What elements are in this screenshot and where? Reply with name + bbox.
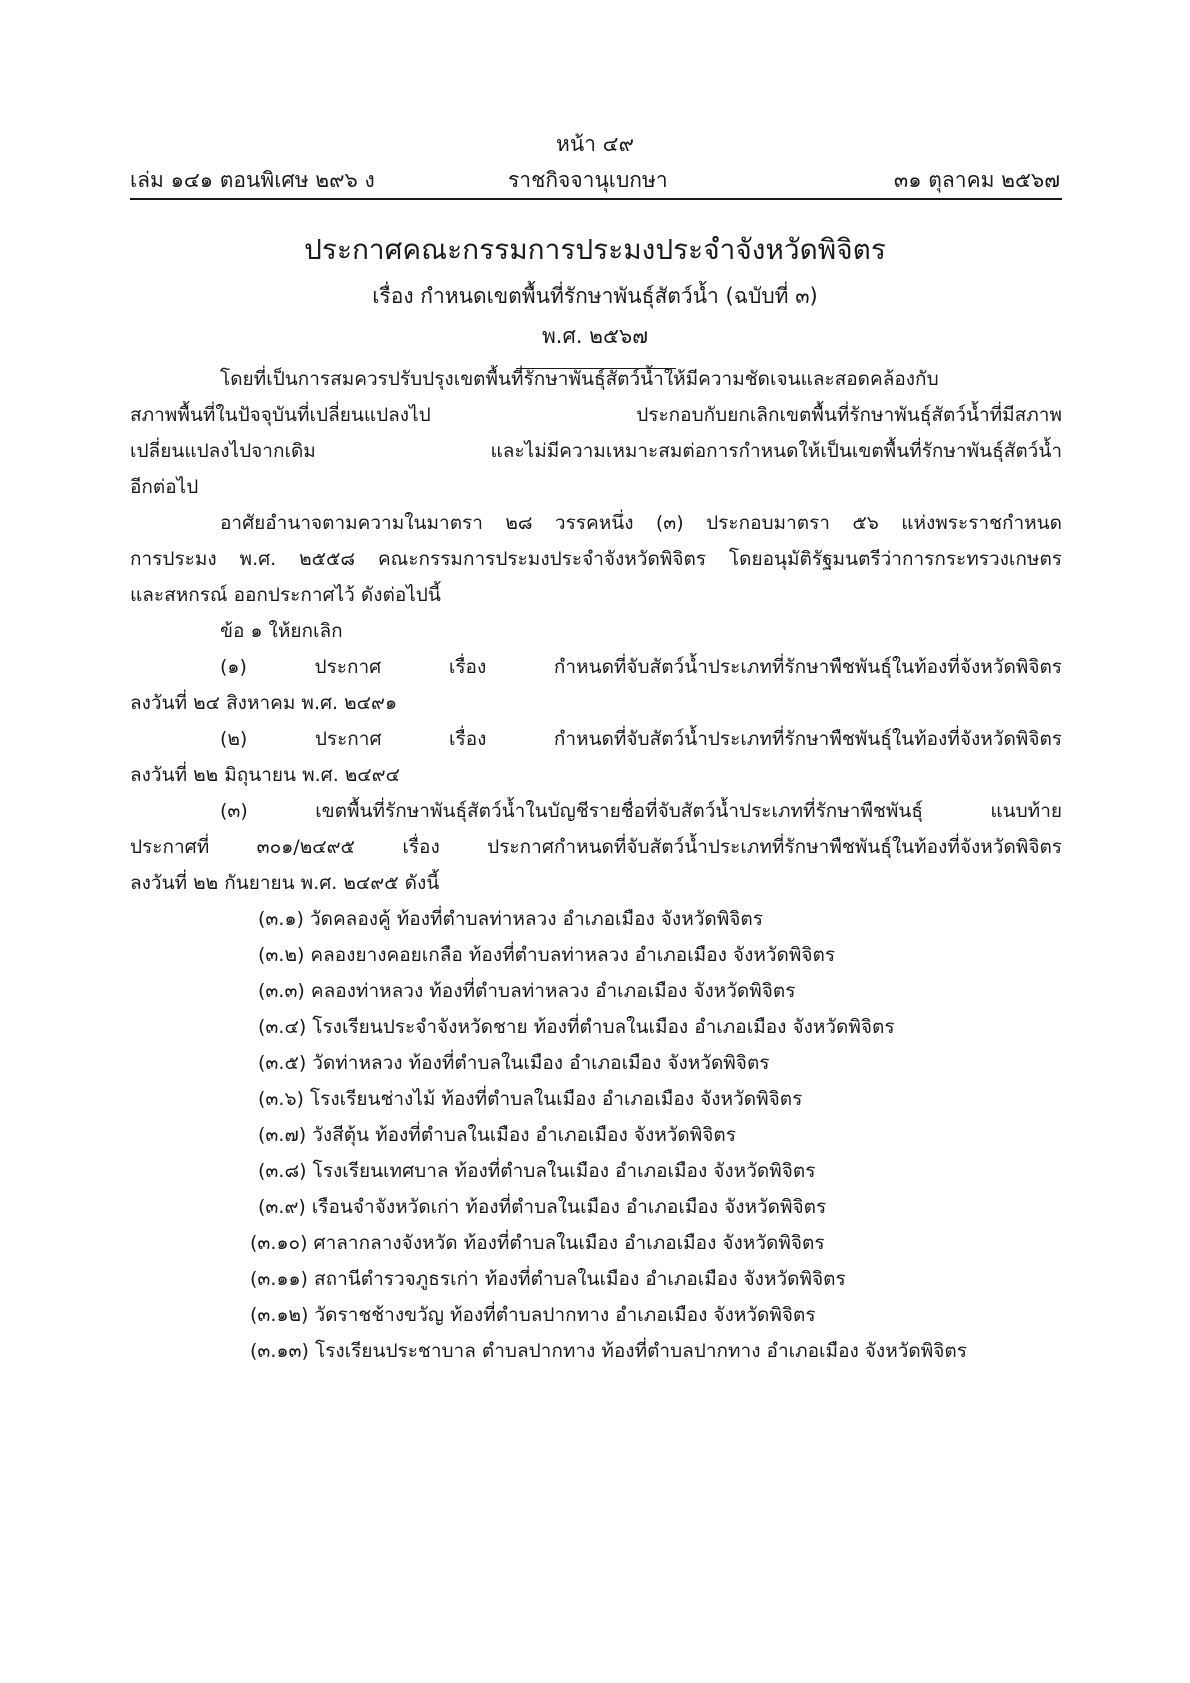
- clause-item-2: (๒) ประกาศ เรื่อง กำหนดที่จับสัตว์น้ำประเภทที่รักษาพืชพันธุ์ในท้องที่จังหวัดพิจิตร: [220, 728, 1062, 750]
- volume-info: เล่ม ๑๔๑ ตอนพิเศษ ๒๙๖ ง: [130, 168, 375, 192]
- sub-item: (๓.๑๐) ศาลากลางจังหวัด ท้องที่ตำบลในเมือง อำเภอเมือง จังหวัดพิจิตร: [250, 1232, 825, 1254]
- authority-line: การประมง พ.ศ. ๒๕๕๘ คณะกรรมการประมงประจำจังหวัดพิจิตร โดยอนุมัติรัฐมนตรีว่าการกระทรวงเกษตร: [130, 548, 1062, 570]
- preamble-line: โดยที่เป็นการสมควรปรับปรุงเขตพื้นที่รักษาพันธุ์สัตว์น้ำให้มีความชัดเจนและสอดคล้องกับ: [220, 368, 939, 390]
- sub-item: (๓.๔) โรงเรียนประจำจังหวัดชาย ท้องที่ตำบลในเมือง อำเภอเมือง จังหวัดพิจิตร: [258, 1016, 895, 1038]
- preamble-line: เปลี่ยนแปลงไปจากเดิม และไม่มีความเหมาะสมต่อการกำหนดให้เป็นเขตพื้นที่รักษาพันธุ์สัตว์น้ำ: [130, 440, 1062, 462]
- announcement-year: พ.ศ. ๒๕๖๗: [541, 324, 649, 348]
- sub-item: (๓.๒) คลองยางคอยเกลือ ท้องที่ตำบลท่าหลวง อำเภอเมือง จังหวัดพิจิตร: [258, 944, 836, 966]
- gazette-name: ราชกิจจานุเบกษา: [508, 168, 668, 192]
- sub-item: (๓.๑๑) สถานีตำรวจภูธรเก่า ท้องที่ตำบลในเมือง อำเภอเมือง จังหวัดพิจิตร: [250, 1268, 846, 1290]
- clause-heading: ข้อ ๑ ให้ยกเลิก: [220, 620, 343, 642]
- clause-item-3-cont: ประกาศที่ ๓๐๑/๒๔๙๕ เรื่อง ประกาศกำหนดที่จับสัตว์น้ำประเภทที่รักษาพืชพันธุ์ในท้องที่จังหวัดพิจิตร: [130, 836, 1062, 858]
- clause-item-3-cont: ลงวันที่ ๒๒ กันยายน พ.ศ. ๒๔๙๕ ดังนี้: [130, 872, 440, 894]
- sub-item: (๓.๖) โรงเรียนช่างไม้ ท้องที่ตำบลในเมือง อำเภอเมือง จังหวัดพิจิตร: [258, 1088, 803, 1110]
- announcement-subject: เรื่อง กำหนดเขตพื้นที่รักษาพันธุ์สัตว์น้ำ (ฉบับที่ ๓): [372, 284, 818, 308]
- sub-item: (๓.๗) วังสีตุ้น ท้องที่ตำบลในเมือง อำเภอเมือง จังหวัดพิจิตร: [258, 1124, 736, 1146]
- preamble-line: สภาพพื้นที่ในปัจจุบันที่เปลี่ยนแปลงไป ประกอบกับยกเลิกเขตพื้นที่รักษาพันธุ์สัตว์น้ำที่มีสภาพ: [130, 404, 1062, 426]
- sub-item: (๓.๕) วัดท่าหลวง ท้องที่ตำบลในเมือง อำเภอเมือง จังหวัดพิจิตร: [258, 1052, 770, 1074]
- sub-item: (๓.๓) คลองท่าหลวง ท้องที่ตำบลท่าหลวง อำเภอเมือง จังหวัดพิจิตร: [258, 980, 796, 1002]
- sub-item: (๓.๑) วัดคลองคู้ ท้องที่ตำบลท่าหลวง อำเภอเมือง จังหวัดพิจิตร: [258, 908, 763, 930]
- authority-line: และสหกรณ์ ออกประกาศไว้ ดังต่อไปนี้: [130, 584, 441, 606]
- authority-line: อาศัยอำนาจตามความในมาตรา ๒๘ วรรคหนึ่ง (๓) ประกอบมาตรา ๕๖ แห่งพระราชกำหนด: [220, 512, 1062, 534]
- clause-item-1-cont: ลงวันที่ ๒๔ สิงหาคม พ.ศ. ๒๔๙๑: [130, 692, 398, 714]
- sub-item: (๓.๙) เรือนจำจังหวัดเก่า ท้องที่ตำบลในเมือง อำเภอเมือง จังหวัดพิจิตร: [258, 1196, 827, 1218]
- publication-date: ๓๑ ตุลาคม ๒๕๖๗: [893, 168, 1060, 192]
- preamble-line: อีกต่อไป: [130, 476, 199, 498]
- announcement-title: ประกาศคณะกรรมการประมงประจำจังหวัดพิจิตร: [304, 233, 886, 266]
- sub-item: (๓.๑๓) โรงเรียนประชาบาล ตำบลปากทาง ท้องที่ตำบลปากทาง อำเภอเมือง จังหวัดพิจิตร: [250, 1340, 967, 1362]
- gazette-header: [130, 164, 1060, 194]
- clause-item-1: (๑) ประกาศ เรื่อง กำหนดที่จับสัตว์น้ำประเภทที่รักษาพืชพันธุ์ในท้องที่จังหวัดพิจิตร: [220, 656, 1062, 678]
- header-divider: [130, 198, 1062, 200]
- sub-item: (๓.๑๒) วัดราชช้างขวัญ ท้องที่ตำบลปากทาง อำเภอเมือง จังหวัดพิจิตร: [250, 1304, 816, 1326]
- page-number: หน้า ๔๙: [556, 132, 634, 156]
- sub-item: (๓.๘) โรงเรียนเทศบาล ท้องที่ตำบลในเมือง อำเภอเมือง จังหวัดพิจิตร: [258, 1160, 816, 1182]
- clause-item-3: (๓) เขตพื้นที่รักษาพันธุ์สัตว์น้ำในบัญชีรายชื่อที่จับสัตว์น้ำประเภทที่รักษาพืชพันธุ์ แนบท้าย: [220, 800, 1062, 822]
- clause-item-2-cont: ลงวันที่ ๒๒ มิถุนายน พ.ศ. ๒๔๙๔: [130, 764, 400, 786]
